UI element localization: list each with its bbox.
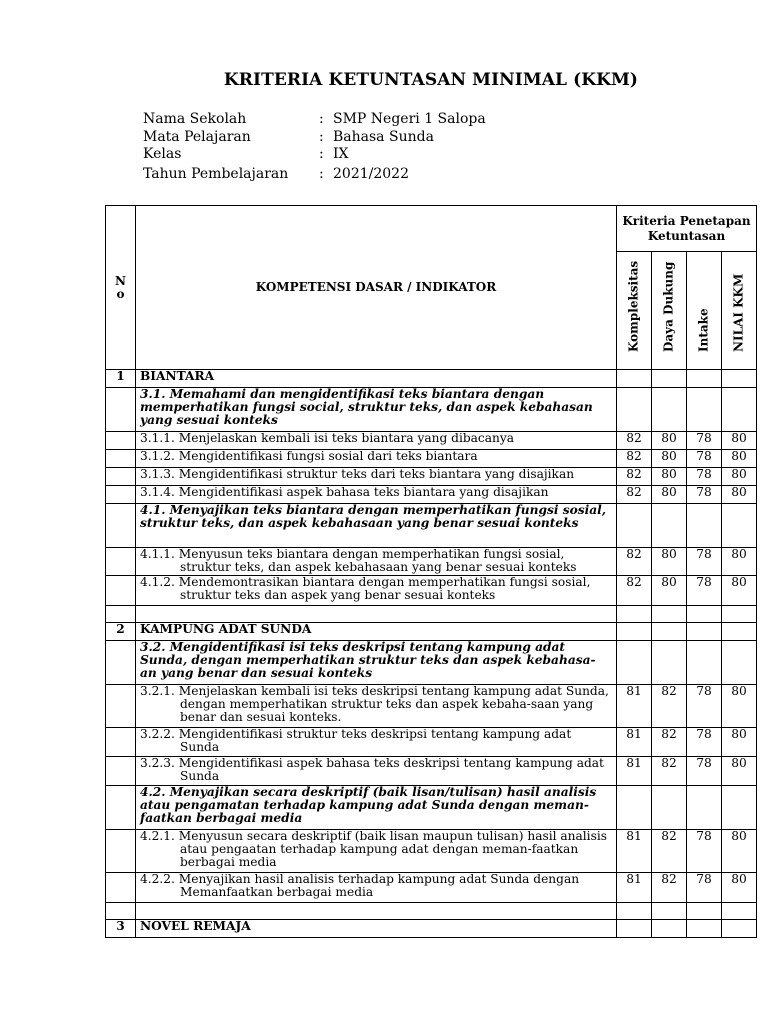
value-intake: 78 [687,576,722,606]
value-nilai-kkm: 80 [722,728,757,757]
value-intake: 78 [687,468,722,486]
value-daya-dukung: 82 [652,757,687,786]
indicator-row [106,576,757,606]
value-nilai-kkm: 80 [722,450,757,468]
header-kompleksitas-label: Kompleksitas [626,260,641,352]
value-nilai-kkm: 80 [722,830,757,873]
value-kompleksitas: 81 [617,830,652,873]
document-title: KRITERIA KETUNTASAN MINIMAL (KKM) [223,70,639,90]
meta-value: 2021/2022 [333,166,409,182]
value-nilai-kkm: 80 [722,685,757,728]
value-daya-dukung: 80 [652,576,687,606]
value-intake: 78 [687,873,722,903]
kd-row [106,504,757,548]
value-kompleksitas: 81 [617,728,652,757]
value-nilai-kkm: 80 [722,432,757,450]
kd-text: 4.2. Menyajikan secara deskriptif (baik lisan/tulisan) hasil analisis atau pengamatan terhadap kampung adat Sunda dengan meman-faatkan berbagai media [136,786,617,830]
indicator-text [136,830,617,873]
meta-label: Kelas [143,146,182,162]
value-intake: 78 [687,486,722,504]
kd-text: 3.1. Memahami dan mengidentifikasi teks biantara dengan memperhatikan fungsi social, struktur teks, dan aspek kebahasan yang sesuai konteks [136,388,617,432]
kd-text: 4.1. Menyajikan teks biantara dengan memperhatikan fungsi sosial, struktur teks, dan aspek kebahasaan yang benar sesuai konteks [136,504,617,548]
value-nilai-kkm: 80 [722,873,757,903]
header-daya-dukung-label: Daya Dukung [661,261,676,352]
header-kompleksitas [617,252,652,370]
indicator-text-content: 4.2.1. Menyusun secara deskriptif (baik lisan maupun tulisan) hasil analisis atau pengaatan terhadap kampung adat dengan meman-faatkan berbagai media [140,829,607,869]
kkm-table [105,205,757,938]
value-nilai-kkm: 80 [722,757,757,786]
indicator-text [136,728,617,757]
indicator-text [136,873,617,903]
indicator-text-content: 3.2.3. Mengidentifikasi aspek bahasa teks deskripsi tentang kampung adat Sunda [140,756,604,783]
spacer-row [106,606,757,623]
value-daya-dukung: 80 [652,432,687,450]
meta-value: Bahasa Sunda [333,129,434,145]
meta-label: Mata Pelajaran [143,129,251,145]
indicator-text: 3.1.4. Mengidentifikasi aspek bahasa teks biantara yang disajikan [136,486,617,504]
value-intake: 78 [687,728,722,757]
meta-value: IX [333,146,349,162]
indicator-row [106,548,757,576]
section-number: 2 [106,623,136,641]
indicator-text-content: 3.2.2. Mengidentifikasi struktur teks deskripsi tentang kampung adat Sunda [140,727,572,754]
spacer-row [106,903,757,920]
meta-separator: : [319,111,324,127]
section-number: 1 [106,370,136,388]
indicator-row [106,757,757,786]
indicator-text: 3.1.3. Mengidentifikasi struktur teks dari teks biantara yang disajikan [136,468,617,486]
indicator-text [136,685,617,728]
header-nilai-kkm-label: NILAI KKM [731,273,746,352]
indicator-text [136,757,617,786]
value-intake: 78 [687,685,722,728]
table-header-row [106,206,757,252]
value-kompleksitas: 81 [617,685,652,728]
kd-row [106,388,757,432]
section-row [106,623,757,641]
value-kompleksitas: 82 [617,486,652,504]
indicator-row [106,468,757,486]
value-nilai-kkm: 80 [722,468,757,486]
indicator-row [106,486,757,504]
value-daya-dukung: 82 [652,728,687,757]
value-nilai-kkm: 80 [722,486,757,504]
section-title: BIANTARA [136,370,617,388]
section-title: NOVEL REMAJA [136,920,617,938]
header-nilai-kkm [722,252,757,370]
value-daya-dukung: 80 [652,486,687,504]
value-daya-dukung: 80 [652,468,687,486]
value-intake: 78 [687,548,722,576]
value-kompleksitas: 81 [617,757,652,786]
indicator-row [106,432,757,450]
meta-separator: : [319,129,324,145]
indicator-text-content: 4.1.2. Mendemontrasikan biantara dengan memperhatikan fungsi sosial, struktur teks dan aspek yang benar sesuai konteks [140,575,591,602]
value-daya-dukung: 82 [652,685,687,728]
value-kompleksitas: 82 [617,548,652,576]
value-kompleksitas: 81 [617,873,652,903]
indicator-text: 3.1.1. Menjelaskan kembali isi teks biantara yang dibacanya [136,432,617,450]
value-intake: 78 [687,432,722,450]
meta-label: Tahun Pembelajaran [143,166,289,182]
indicator-text-content: 4.1.1. Menyusun teks biantara dengan memperhatikan fungsi sosial, struktur teks, dan aspek kebahasaan yang benar sesuai konteks [140,547,577,574]
indicator-row [106,830,757,873]
meta-label: Nama Sekolah [143,111,247,127]
meta-separator: : [319,146,324,162]
indicator-text-content: 4.2.2. Menyajikan hasil analisis terhadap kampung adat Sunda dengan Memanfaatkan berbagai media [140,872,580,899]
indicator-text [136,576,617,606]
header-kompetensi: KOMPETENSI DASAR / INDIKATOR [136,206,617,370]
value-nilai-kkm: 80 [722,548,757,576]
header-intake [687,252,722,370]
section-title: KAMPUNG ADAT SUNDA [136,623,617,641]
indicator-row [106,728,757,757]
value-daya-dukung: 80 [652,450,687,468]
value-intake: 78 [687,830,722,873]
indicator-row [106,873,757,903]
value-daya-dukung: 82 [652,830,687,873]
kd-row [106,641,757,685]
section-row [106,370,757,388]
value-intake: 78 [687,450,722,468]
meta-separator: : [319,166,324,182]
header-intake-label: Intake [696,308,711,352]
indicator-text-content: 3.2.1. Menjelaskan kembali isi teks deskripsi tentang kampung adat Sunda, dengan memperhatikan struktur teks dan aspek kebaha-saan yang benar dan sesuai konteks. [140,684,609,724]
value-intake: 78 [687,757,722,786]
header-daya-dukung [652,252,687,370]
value-daya-dukung: 80 [652,548,687,576]
indicator-text [136,548,617,576]
section-row [106,920,757,938]
kd-row [106,786,757,830]
indicator-text: 3.1.2. Mengidentifikasi fungsi sosial dari teks biantara [136,450,617,468]
indicator-row [106,685,757,728]
value-kompleksitas: 82 [617,576,652,606]
value-nilai-kkm: 80 [722,576,757,606]
value-kompleksitas: 82 [617,450,652,468]
header-no: N o [106,206,136,370]
value-daya-dukung: 82 [652,873,687,903]
indicator-row [106,450,757,468]
header-kriteria: Kriteria Penetapan Ketuntasan [617,206,757,252]
meta-value: SMP Negeri 1 Salopa [333,111,486,127]
section-number: 3 [106,920,136,938]
value-kompleksitas: 82 [617,432,652,450]
kd-text: 3.2. Mengidentifikasi isi teks deskripsi tentang kampung adat Sunda, dengan memperhatikan struktur teks dan aspek kebahasa-an yang benar dan sesuai konteks [136,641,617,685]
value-kompleksitas: 82 [617,468,652,486]
